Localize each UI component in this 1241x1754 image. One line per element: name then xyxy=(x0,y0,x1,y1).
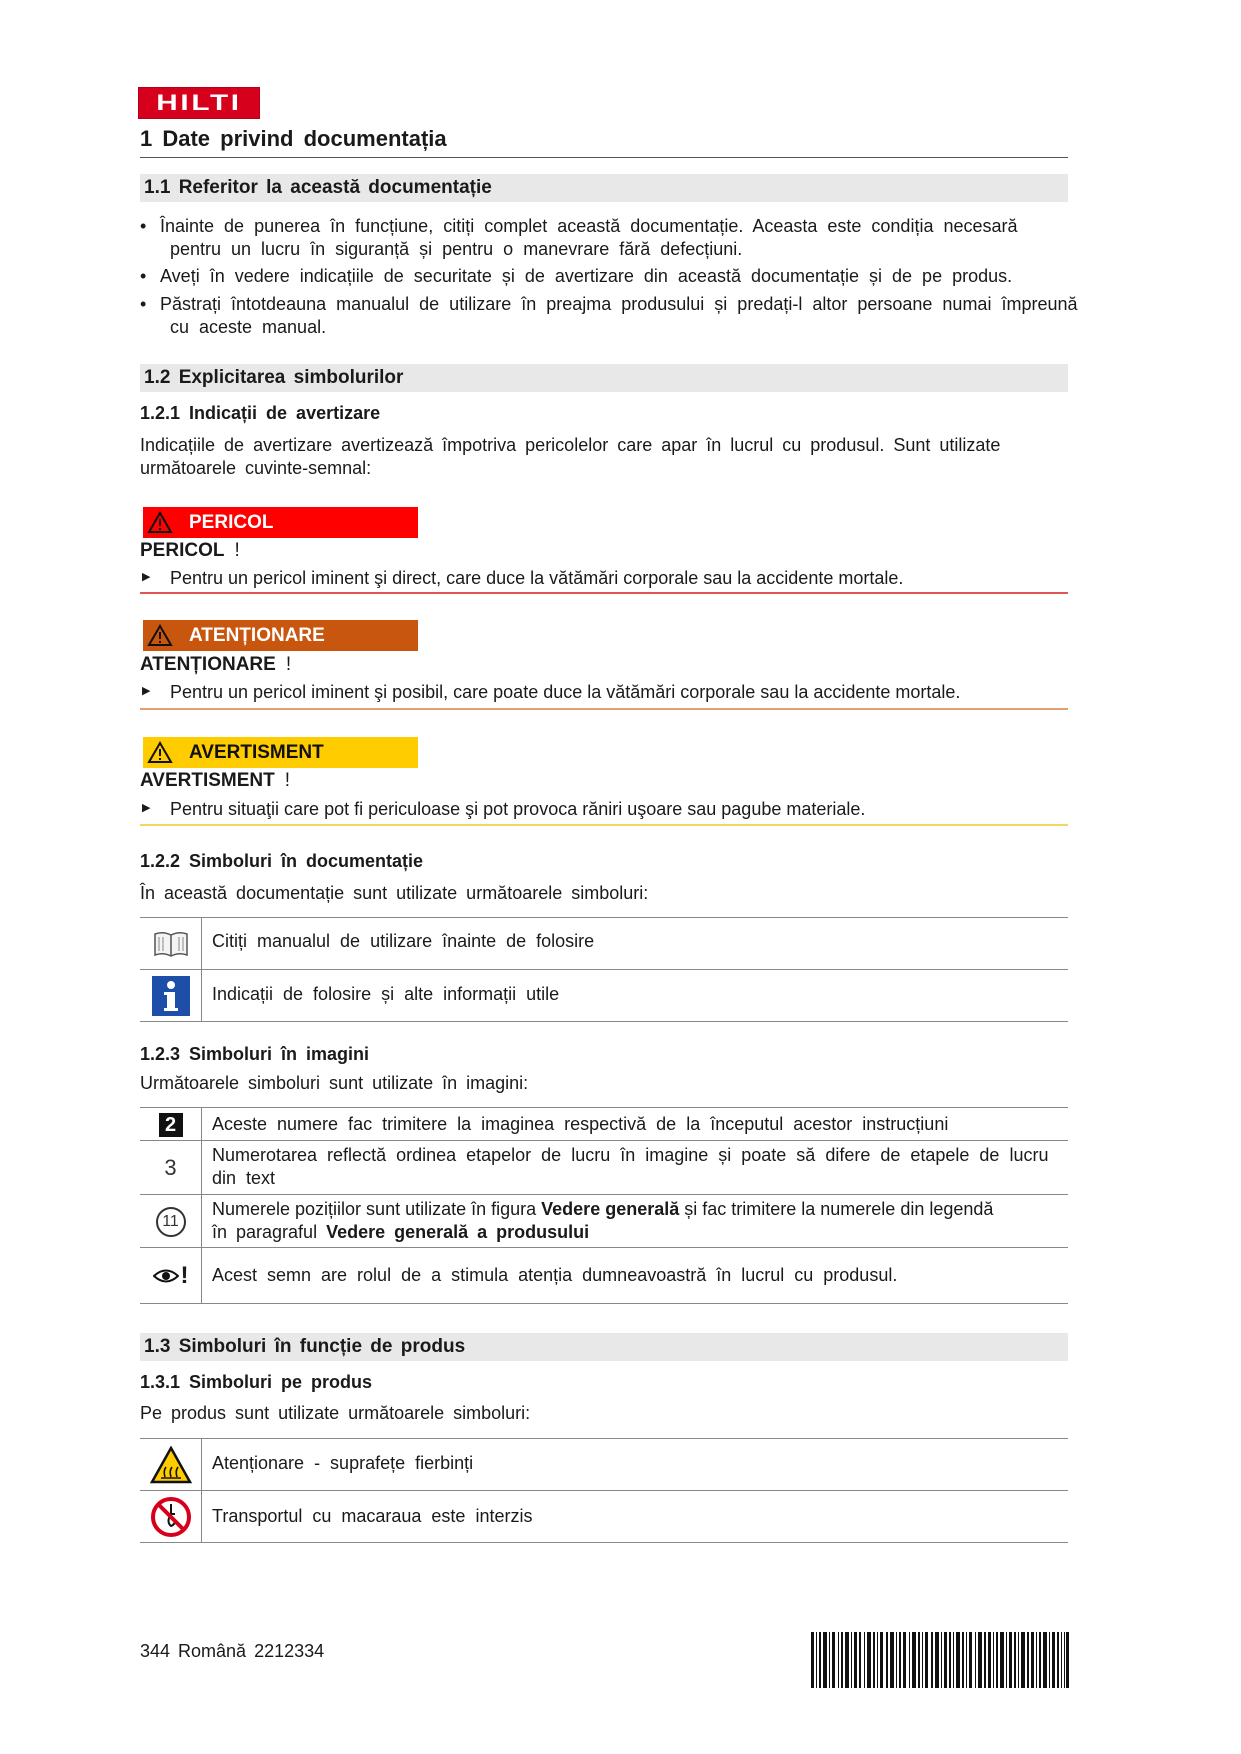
symbol-description-line: Numerotarea reflectă ordinea etapelor de lucru în imagine și poate să difere de etapele de lucru xyxy=(212,1145,1049,1165)
logo-text: HILTI xyxy=(156,90,242,115)
figure-number-icon: 2 xyxy=(140,1108,202,1141)
symbols-image-intro: Următoarele simboluri sunt utilizate în imagini: xyxy=(140,1073,529,1093)
product-symbols-table xyxy=(140,1438,1068,1542)
danger-description: ▶ Pentru un pericol iminent şi direct, care duce la vătămări corporale sau la accidente mortale. xyxy=(140,568,1070,589)
table-bottom-rule xyxy=(140,1021,1068,1022)
symbol-description: Citiți manualul de utilizare înainte de folosire xyxy=(212,931,595,951)
table-row xyxy=(140,1194,1068,1248)
section-title-1-1: 1.1 Referitor la această documentație xyxy=(140,174,1068,202)
subsection-title-1-2-1: 1.2.1 Indicații de avertizare xyxy=(140,403,381,423)
warning-label: AVERTISMENT xyxy=(189,742,324,763)
symbol-description-line: din text xyxy=(212,1168,276,1188)
table-bottom-rule xyxy=(140,1303,1068,1304)
table-row xyxy=(140,1438,1068,1491)
position-number-icon: 11 xyxy=(140,1195,202,1248)
info-icon xyxy=(140,970,202,1022)
symbol-description: Aceste numere fac trimitere la imaginea respectivă de la începutul acestor instrucțiuni xyxy=(212,1114,949,1134)
caution-rule xyxy=(140,708,1068,710)
bullet-text-cont: cu aceste manual. xyxy=(170,317,327,337)
warning-text: Pentru situaţii care pot fi periculoase şi pot provoca răniri uşoare sau pagube materiale. xyxy=(170,799,866,819)
symbol-description-line: Numerele pozițiilor sunt utilizate în figura Vedere generală și fac trimitere la numerele din legendă xyxy=(212,1199,994,1219)
caution-signal-word xyxy=(140,654,291,676)
table-row xyxy=(140,969,1068,1022)
signal-bang: ! xyxy=(284,770,291,791)
table-row xyxy=(140,1247,1068,1304)
barcode-icon xyxy=(811,1632,1069,1688)
warning-intro xyxy=(140,434,1100,480)
bullet-text: Păstrați întotdeauna manualul de utilizare în preajma produsului și predați-l altor persoane numai împreună xyxy=(160,294,1078,314)
warning-triangle-icon xyxy=(147,511,173,534)
danger-text: Pentru un pericol iminent şi direct, care duce la vătămări corporale sau la accidente mortale. xyxy=(170,568,904,588)
warning-rule xyxy=(140,824,1068,826)
caution-description: ▶ Pentru un pericol iminent şi posibil, care poate duce la vătămări corporale sau la accidente mortale. xyxy=(140,682,1070,703)
warning-description: ▶ Pentru situaţii care pot fi periculoase şi pot provoca răniri uşoare sau pagube materiale. xyxy=(140,799,1070,820)
symbol-description: Atenționare - suprafețe fierbinți xyxy=(212,1453,474,1473)
page-footer: 344 Română 2212334 xyxy=(140,1641,325,1661)
warning-signal-word xyxy=(140,770,290,792)
subsection-title-1-2-3: 1.2.3 Simboluri în imagini xyxy=(140,1044,370,1064)
table-row xyxy=(140,1140,1068,1195)
no-crane-icon xyxy=(140,1491,202,1543)
signal-word: AVERTISMENT xyxy=(140,770,275,791)
hilti-logo xyxy=(138,87,260,119)
symbol-description: Acest semn are rolul de a stimula atenția dumneavoastră în lucrul cu produsul. xyxy=(212,1265,898,1285)
symbol-description xyxy=(212,1198,1062,1244)
danger-signal-word xyxy=(140,540,240,562)
bullet-text: Aveți în vedere indicațiile de securitate și de avertizare din această documentație și de pe produs. xyxy=(160,266,1013,286)
section-title-1-2: 1.2 Explicitarea simbolurilor xyxy=(140,364,1068,392)
eye-attention-icon: ! xyxy=(140,1248,202,1304)
symbol-description-line: în paragraful Vedere generală a produsului xyxy=(212,1222,590,1242)
warning-intro-line: următoarele cuvinte-semnal: xyxy=(140,458,372,478)
subsection-title-1-2-2: 1.2.2 Simboluri în documentație xyxy=(140,851,424,871)
bullet-text-cont: pentru un lucru în siguranță și pentru o manevrare fără defecțiuni. xyxy=(170,239,743,259)
table-row xyxy=(140,1107,1068,1141)
warning-triangle-icon xyxy=(147,741,173,764)
signal-bang: ! xyxy=(285,654,292,675)
symbol-description xyxy=(212,1144,1062,1190)
warning-intro-line: Indicațiile de avertizare avertizează împotriva pericolelor care apar în lucrul cu produsul. Sunt utilizate xyxy=(140,435,1001,455)
signal-bang: ! xyxy=(234,540,240,561)
step-number-icon: 3 xyxy=(140,1141,202,1195)
table-row xyxy=(140,1490,1068,1543)
symbols-image-table xyxy=(140,1107,1068,1303)
warning-triangle-icon xyxy=(147,624,173,647)
bullet-item: • Înainte de punerea în funcțiune, citiți complet această documentație. Aceasta este condiția necesară pentru un lucru în siguranță și pentru o manevrare fără defecțiuni. xyxy=(140,215,1150,261)
signal-word: ATENȚIONARE xyxy=(140,654,276,675)
symbol-description: Transportul cu macaraua este interzis xyxy=(212,1506,533,1526)
bullet-item: • Păstrați întotdeauna manualul de utilizare în preajma produsului și predați-l altor persoane numai împreună cu aceste manual. xyxy=(140,293,1150,339)
warning-label-box xyxy=(143,737,418,768)
subsection-title-1-3-1: 1.3.1 Simboluri pe produs xyxy=(140,1372,373,1392)
caution-label-box xyxy=(143,620,418,651)
symbols-doc-table xyxy=(140,917,1068,1021)
product-symbols-intro: Pe produs sunt utilizate următoarele simboluri: xyxy=(140,1403,531,1423)
table-bottom-rule xyxy=(140,1542,1068,1543)
bullet-text: Înainte de punerea în funcțiune, citiți complet această documentație. Aceasta este condiția necesară xyxy=(160,216,1018,236)
danger-label-box xyxy=(143,507,418,538)
bullet-item: • Aveți în vedere indicațiile de securitate și de avertizare din această documentație și de pe produs. xyxy=(140,265,1150,288)
table-row xyxy=(140,917,1068,970)
symbols-doc-intro: În această documentație sunt utilizate următoarele simboluri: xyxy=(140,883,649,903)
chapter-title: 1 Date privind documentația xyxy=(140,126,447,151)
book-icon xyxy=(140,918,202,970)
hot-surface-icon xyxy=(140,1439,202,1491)
signal-word: PERICOL xyxy=(140,540,225,561)
danger-rule xyxy=(140,592,1068,594)
symbol-description: Indicații de folosire și alte informații utile xyxy=(212,984,560,1004)
section-title-1-3: 1.3 Simboluri în funcție de produs xyxy=(140,1333,1068,1361)
danger-label: PERICOL xyxy=(189,512,274,533)
chapter-rule xyxy=(140,157,1068,158)
caution-label: ATENȚIONARE xyxy=(189,625,325,646)
caution-text: Pentru un pericol iminent şi posibil, care poate duce la vătămări corporale sau la accidente mortale. xyxy=(170,682,961,702)
